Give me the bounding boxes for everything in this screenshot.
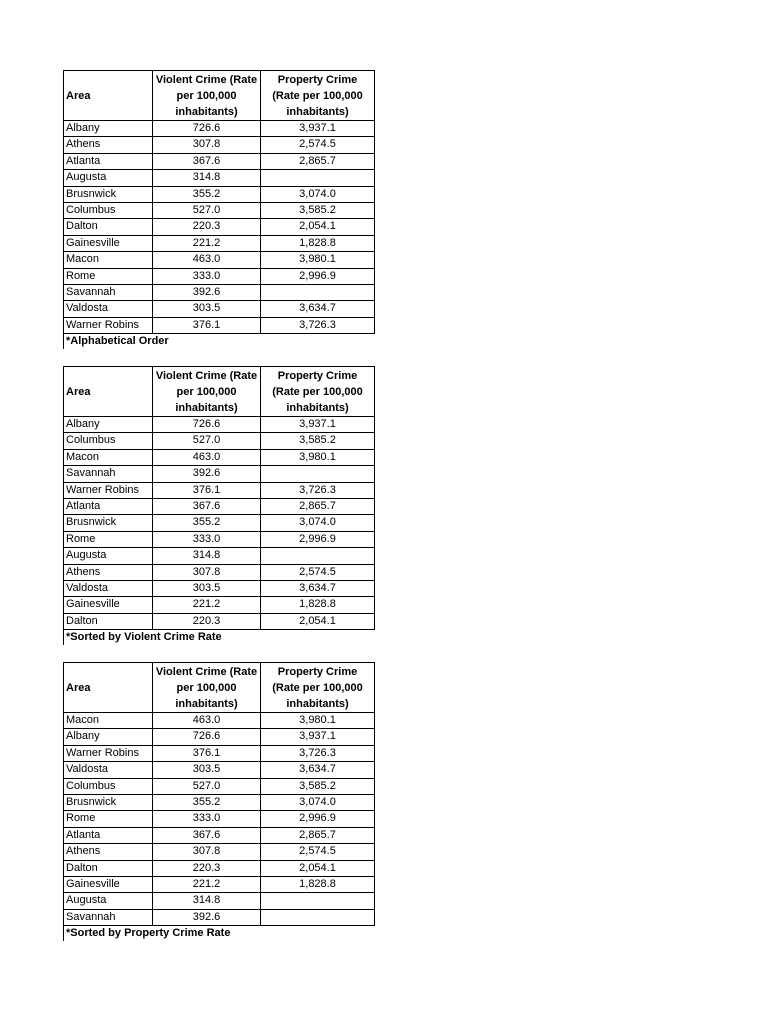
cell-area: Rome [64, 268, 153, 284]
table-row [64, 762, 375, 778]
table-row [64, 235, 375, 251]
header-property-crime: Property Crime (Rate per 100,000 inhabitants) [261, 71, 375, 121]
table-row [64, 860, 375, 876]
cell-area: Dalton [64, 613, 153, 629]
cell-area: Augusta [64, 170, 153, 186]
table-row [64, 466, 375, 482]
header-area: Area [64, 71, 153, 121]
table-row [64, 795, 375, 811]
table-body [64, 121, 375, 334]
cell-violent-crime: 376.1 [153, 317, 261, 333]
cell-violent-crime: 463.0 [153, 252, 261, 268]
header-property-crime: Property Crime (Rate per 100,000 inhabitants) [261, 367, 375, 417]
cell-area: Savannah [64, 285, 153, 301]
cell-violent-crime: 333.0 [153, 531, 261, 547]
cell-property-crime [261, 548, 375, 564]
cell-property-crime: 2,865.7 [261, 153, 375, 169]
cell-property-crime [261, 466, 375, 482]
table-row [64, 153, 375, 169]
table-row [64, 317, 375, 333]
cell-area: Rome [64, 531, 153, 547]
cell-area: Augusta [64, 548, 153, 564]
cell-violent-crime: 392.6 [153, 909, 261, 925]
cell-area: Dalton [64, 860, 153, 876]
cell-violent-crime: 392.6 [153, 285, 261, 301]
table-note: *Sorted by Violent Crime Rate [63, 630, 375, 645]
cell-property-crime: 3,937.1 [261, 417, 375, 433]
table-row [64, 844, 375, 860]
table-row [64, 729, 375, 745]
table-row [64, 219, 375, 235]
header-area: Area [64, 367, 153, 417]
table-row [64, 745, 375, 761]
cell-property-crime: 2,574.5 [261, 137, 375, 153]
cell-violent-crime: 307.8 [153, 137, 261, 153]
cell-violent-crime: 355.2 [153, 795, 261, 811]
table-header-row [64, 71, 375, 121]
cell-area: Warner Robins [64, 482, 153, 498]
table-row [64, 482, 375, 498]
cell-violent-crime: 726.6 [153, 729, 261, 745]
table-row [64, 548, 375, 564]
header-violent-crime: Violent Crime (Rate per 100,000 inhabitants) [153, 663, 261, 713]
cell-property-crime: 1,828.8 [261, 235, 375, 251]
cell-area: Savannah [64, 909, 153, 925]
cell-violent-crime: 726.6 [153, 121, 261, 137]
cell-violent-crime: 221.2 [153, 877, 261, 893]
table-row [64, 121, 375, 137]
cell-property-crime: 3,585.2 [261, 433, 375, 449]
cell-violent-crime: 307.8 [153, 844, 261, 860]
header-violent-crime: Violent Crime (Rate per 100,000 inhabitants) [153, 367, 261, 417]
cell-area: Macon [64, 252, 153, 268]
table-row [64, 285, 375, 301]
cell-violent-crime: 392.6 [153, 466, 261, 482]
cell-area: Athens [64, 137, 153, 153]
cell-violent-crime: 376.1 [153, 482, 261, 498]
cell-violent-crime: 314.8 [153, 893, 261, 909]
table-row [64, 597, 375, 613]
crime-table [63, 70, 375, 334]
cell-violent-crime: 527.0 [153, 203, 261, 219]
crime-table [63, 662, 375, 926]
table-row [64, 186, 375, 202]
cell-violent-crime: 220.3 [153, 860, 261, 876]
cell-area: Augusta [64, 893, 153, 909]
cell-area: Valdosta [64, 762, 153, 778]
table-row [64, 170, 375, 186]
cell-area: Macon [64, 713, 153, 729]
cell-property-crime: 2,996.9 [261, 268, 375, 284]
cell-property-crime: 2,054.1 [261, 219, 375, 235]
cell-violent-crime: 221.2 [153, 597, 261, 613]
cell-area: Albany [64, 729, 153, 745]
cell-property-crime: 2,865.7 [261, 499, 375, 515]
table-row [64, 433, 375, 449]
cell-violent-crime: 726.6 [153, 417, 261, 433]
cell-area: Brusnwick [64, 186, 153, 202]
cell-violent-crime: 303.5 [153, 581, 261, 597]
header-property-crime: Property Crime (Rate per 100,000 inhabitants) [261, 663, 375, 713]
cell-area: Albany [64, 121, 153, 137]
table-row [64, 499, 375, 515]
cell-property-crime: 3,980.1 [261, 713, 375, 729]
crime-table-block [63, 70, 375, 349]
cell-property-crime: 2,054.1 [261, 613, 375, 629]
cell-property-crime: 3,585.2 [261, 778, 375, 794]
cell-property-crime: 3,634.7 [261, 301, 375, 317]
cell-violent-crime: 376.1 [153, 745, 261, 761]
table-row [64, 909, 375, 925]
crime-table-block [63, 366, 375, 645]
cell-property-crime: 1,828.8 [261, 877, 375, 893]
cell-area: Gainesville [64, 597, 153, 613]
cell-property-crime: 2,996.9 [261, 531, 375, 547]
cell-area: Columbus [64, 778, 153, 794]
cell-violent-crime: 303.5 [153, 762, 261, 778]
header-violent-crime: Violent Crime (Rate per 100,000 inhabitants) [153, 71, 261, 121]
cell-area: Columbus [64, 203, 153, 219]
cell-property-crime [261, 909, 375, 925]
cell-property-crime: 3,726.3 [261, 317, 375, 333]
cell-property-crime: 3,585.2 [261, 203, 375, 219]
cell-area: Brusnwick [64, 795, 153, 811]
cell-property-crime [261, 170, 375, 186]
table-body [64, 713, 375, 926]
cell-property-crime: 3,074.0 [261, 515, 375, 531]
table-row [64, 581, 375, 597]
table-header-row [64, 367, 375, 417]
cell-violent-crime: 355.2 [153, 515, 261, 531]
cell-area: Columbus [64, 433, 153, 449]
cell-property-crime: 3,074.0 [261, 186, 375, 202]
crime-table [63, 366, 375, 630]
table-row [64, 301, 375, 317]
cell-violent-crime: 367.6 [153, 827, 261, 843]
table-row [64, 613, 375, 629]
cell-violent-crime: 303.5 [153, 301, 261, 317]
cell-area: Atlanta [64, 499, 153, 515]
cell-property-crime: 2,996.9 [261, 811, 375, 827]
table-row [64, 564, 375, 580]
cell-area: Gainesville [64, 235, 153, 251]
cell-area: Warner Robins [64, 745, 153, 761]
cell-violent-crime: 367.6 [153, 153, 261, 169]
cell-violent-crime: 355.2 [153, 186, 261, 202]
cell-property-crime: 3,980.1 [261, 449, 375, 465]
cell-property-crime: 3,074.0 [261, 795, 375, 811]
cell-area: Athens [64, 564, 153, 580]
cell-area: Rome [64, 811, 153, 827]
cell-property-crime: 3,634.7 [261, 581, 375, 597]
table-header-row [64, 663, 375, 713]
cell-violent-crime: 333.0 [153, 268, 261, 284]
cell-area: Valdosta [64, 581, 153, 597]
cell-area: Savannah [64, 466, 153, 482]
cell-area: Valdosta [64, 301, 153, 317]
cell-violent-crime: 220.3 [153, 219, 261, 235]
cell-property-crime: 3,726.3 [261, 482, 375, 498]
header-area: Area [64, 663, 153, 713]
table-row [64, 203, 375, 219]
cell-violent-crime: 333.0 [153, 811, 261, 827]
table-row [64, 252, 375, 268]
cell-property-crime: 3,937.1 [261, 729, 375, 745]
cell-violent-crime: 314.8 [153, 170, 261, 186]
cell-area: Brusnwick [64, 515, 153, 531]
cell-area: Macon [64, 449, 153, 465]
cell-property-crime: 2,574.5 [261, 844, 375, 860]
cell-area: Albany [64, 417, 153, 433]
cell-property-crime: 3,980.1 [261, 252, 375, 268]
cell-property-crime: 3,726.3 [261, 745, 375, 761]
cell-area: Gainesville [64, 877, 153, 893]
table-note: *Sorted by Property Crime Rate [63, 926, 375, 941]
cell-property-crime [261, 285, 375, 301]
table-row [64, 449, 375, 465]
table-body [64, 417, 375, 630]
crime-table-block [63, 662, 375, 941]
cell-property-crime: 1,828.8 [261, 597, 375, 613]
cell-property-crime: 2,865.7 [261, 827, 375, 843]
cell-violent-crime: 527.0 [153, 433, 261, 449]
table-row [64, 417, 375, 433]
cell-violent-crime: 307.8 [153, 564, 261, 580]
cell-property-crime: 3,634.7 [261, 762, 375, 778]
cell-violent-crime: 463.0 [153, 713, 261, 729]
table-row [64, 268, 375, 284]
cell-violent-crime: 221.2 [153, 235, 261, 251]
cell-property-crime: 3,937.1 [261, 121, 375, 137]
table-row [64, 893, 375, 909]
cell-property-crime [261, 893, 375, 909]
table-note: *Alphabetical Order [63, 334, 375, 349]
cell-property-crime: 2,054.1 [261, 860, 375, 876]
table-row [64, 877, 375, 893]
cell-area: Atlanta [64, 153, 153, 169]
cell-violent-crime: 220.3 [153, 613, 261, 629]
table-row [64, 778, 375, 794]
cell-violent-crime: 527.0 [153, 778, 261, 794]
table-row [64, 531, 375, 547]
cell-area: Dalton [64, 219, 153, 235]
table-row [64, 713, 375, 729]
cell-violent-crime: 314.8 [153, 548, 261, 564]
cell-area: Athens [64, 844, 153, 860]
table-row [64, 137, 375, 153]
cell-area: Warner Robins [64, 317, 153, 333]
table-row [64, 827, 375, 843]
cell-violent-crime: 367.6 [153, 499, 261, 515]
cell-property-crime: 2,574.5 [261, 564, 375, 580]
cell-violent-crime: 463.0 [153, 449, 261, 465]
table-row [64, 515, 375, 531]
cell-area: Atlanta [64, 827, 153, 843]
table-row [64, 811, 375, 827]
